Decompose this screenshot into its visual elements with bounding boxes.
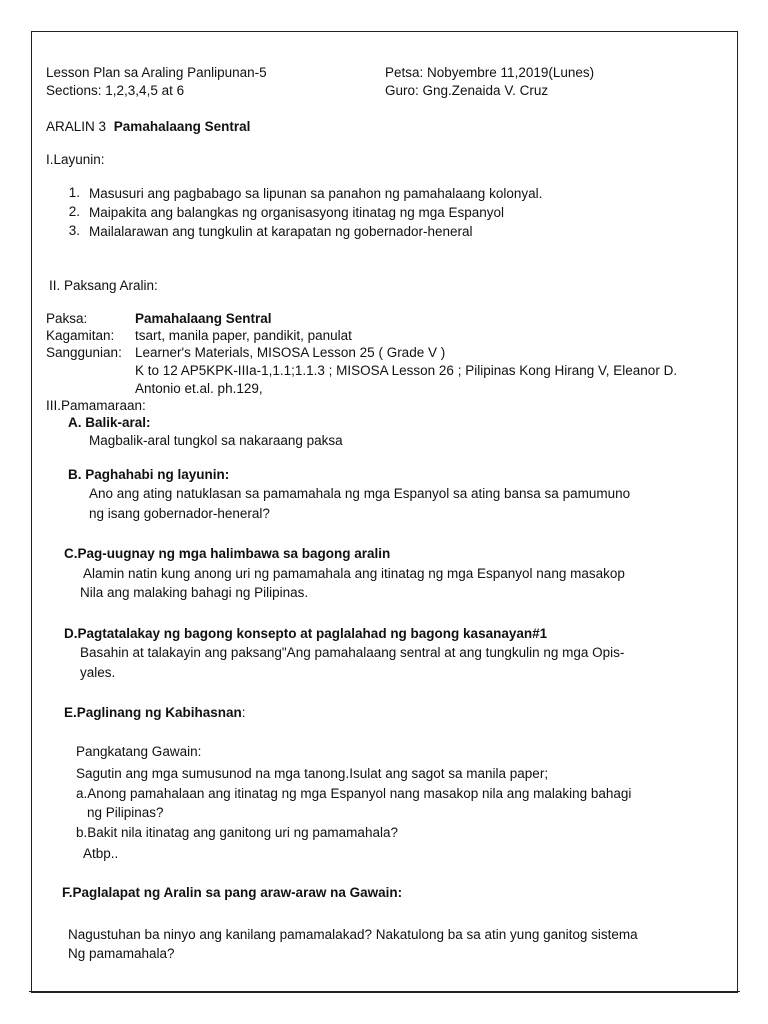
paglalapat-heading: F.Paglalapat ng Aralin sa pang araw-araw na Gawain: [62, 885, 403, 900]
aralin-title: Pamahalaang Sentral [113, 119, 251, 134]
sanggunian-line: Learner's Materials, MISOSA Lesson 25 ( Grade V ) [135, 345, 446, 360]
kagamitan-value: tsart, manila paper, pandikit, panulat [135, 328, 352, 343]
balik-aral-text: Magbalik-aral tungkol sa nakaraang paksa [89, 433, 343, 448]
sections-text: Sections: 1,2,3,4,5 at 6 [46, 83, 185, 98]
objective-item: Masusuri ang pagbabago sa lipunan sa panahon ng pamahalaang kolonyal. [89, 186, 543, 201]
sanggunian-line: K to 12 AP5KPK-IIIa-1,1.1;1.1.3 ; MISOSA Lesson 26 ; Pilipinas Kong Hirang V, Eleanor D. [135, 363, 678, 378]
kagamitan-label: Kagamitan: [46, 328, 115, 343]
paksa-label: Paksa: [46, 311, 88, 326]
paglinang-heading-text: E.Paglinang ng Kabihasnan [64, 705, 242, 720]
aralin-heading [46, 118, 250, 135]
aralin-label: ARALIN 3 [46, 119, 107, 134]
paghahabi-heading: B. Paghahabi ng layunin: [68, 467, 230, 482]
sanggunian-line: Antonio et.al. ph.129, [135, 381, 263, 396]
paglinang-text: Sagutin ang mga sumusunod na mga tanong.Isulat ang sagot sa manila paper; [76, 766, 549, 781]
objective-number: 3. [68, 223, 80, 238]
page-border-bottom-line [29, 991, 740, 992]
pag-uugnay-text: Nila ang malaking bahagi ng Pilipinas. [80, 585, 309, 600]
paksang-aralin-heading: II. Paksang Aralin: [49, 278, 158, 293]
pagtatalakay-text: yales. [80, 665, 116, 680]
paglinang-text: a.Anong pamahalaan ang itinatag ng mga Espanyol nang masakop nila ang malaking bahagi [76, 786, 632, 801]
guro-text: Guro: Gng.Zenaida V. Cruz [385, 83, 549, 98]
objective-number: 2. [68, 204, 80, 219]
paglinang-text: ng Pilipinas? [87, 805, 164, 820]
paglalapat-text: Nagustuhan ba ninyo ang kanilang pamamalakad? Nakatulong ba sa atin yung ganitog sistema [68, 927, 638, 942]
paghahabi-text: ng isang gobernador-heneral? [89, 506, 270, 521]
paglinang-text: Atbp.. [83, 846, 119, 861]
pagtatalakay-heading: D.Pagtatalakay ng bagong konsepto at paglalahad ng bagong kasanayan#1 [64, 626, 548, 641]
paglinang-text: Pangkatang Gawain: [76, 744, 202, 759]
balik-aral-heading: A. Balik-aral: [68, 415, 151, 430]
paghahabi-text: Ano ang ating natuklasan sa pamamahala ng mga Espanyol sa ating bansa sa pamumuno [89, 486, 631, 501]
paglalapat-text: Ng pamamahala? [68, 946, 175, 961]
paglinang-heading [64, 704, 246, 721]
lesson-plan-title: Lesson Plan sa Araling Panlipunan-5 [46, 65, 267, 80]
paglinang-heading-colon: : [241, 705, 246, 720]
objective-item: Maipakita ang balangkas ng organisasyong itinatag ng mga Espanyol [89, 205, 505, 220]
pag-uugnay-text: Alamin natin kung anong uri ng pamamahala ang itinatag ng mga Espanyol nang masakop [83, 566, 625, 581]
paglinang-text: b.Bakit nila itinatag ang ganitong uri ng pamamahala? [76, 825, 398, 840]
objective-number: 1. [68, 185, 80, 200]
paksa-value: Pamahalaang Sentral [135, 311, 272, 326]
sanggunian-label: Sanggunian: [46, 345, 122, 360]
pagtatalakay-text: Basahin at talakayin ang paksang"Ang pamahalaang sentral at ang tungkulin ng mga Opis- [80, 645, 625, 660]
layunin-heading: I.Layunin: [46, 152, 105, 167]
petsa-text: Petsa: Nobyembre 11,2019(Lunes) [385, 65, 595, 80]
pag-uugnay-heading: C.Pag-uugnay ng mga halimbawa sa bagong aralin [64, 546, 391, 561]
objective-item: Mailalarawan ang tungkulin at karapatan ng gobernador-heneral [89, 224, 473, 239]
pamamaraan-heading: III.Pamamaraan: [46, 398, 146, 413]
